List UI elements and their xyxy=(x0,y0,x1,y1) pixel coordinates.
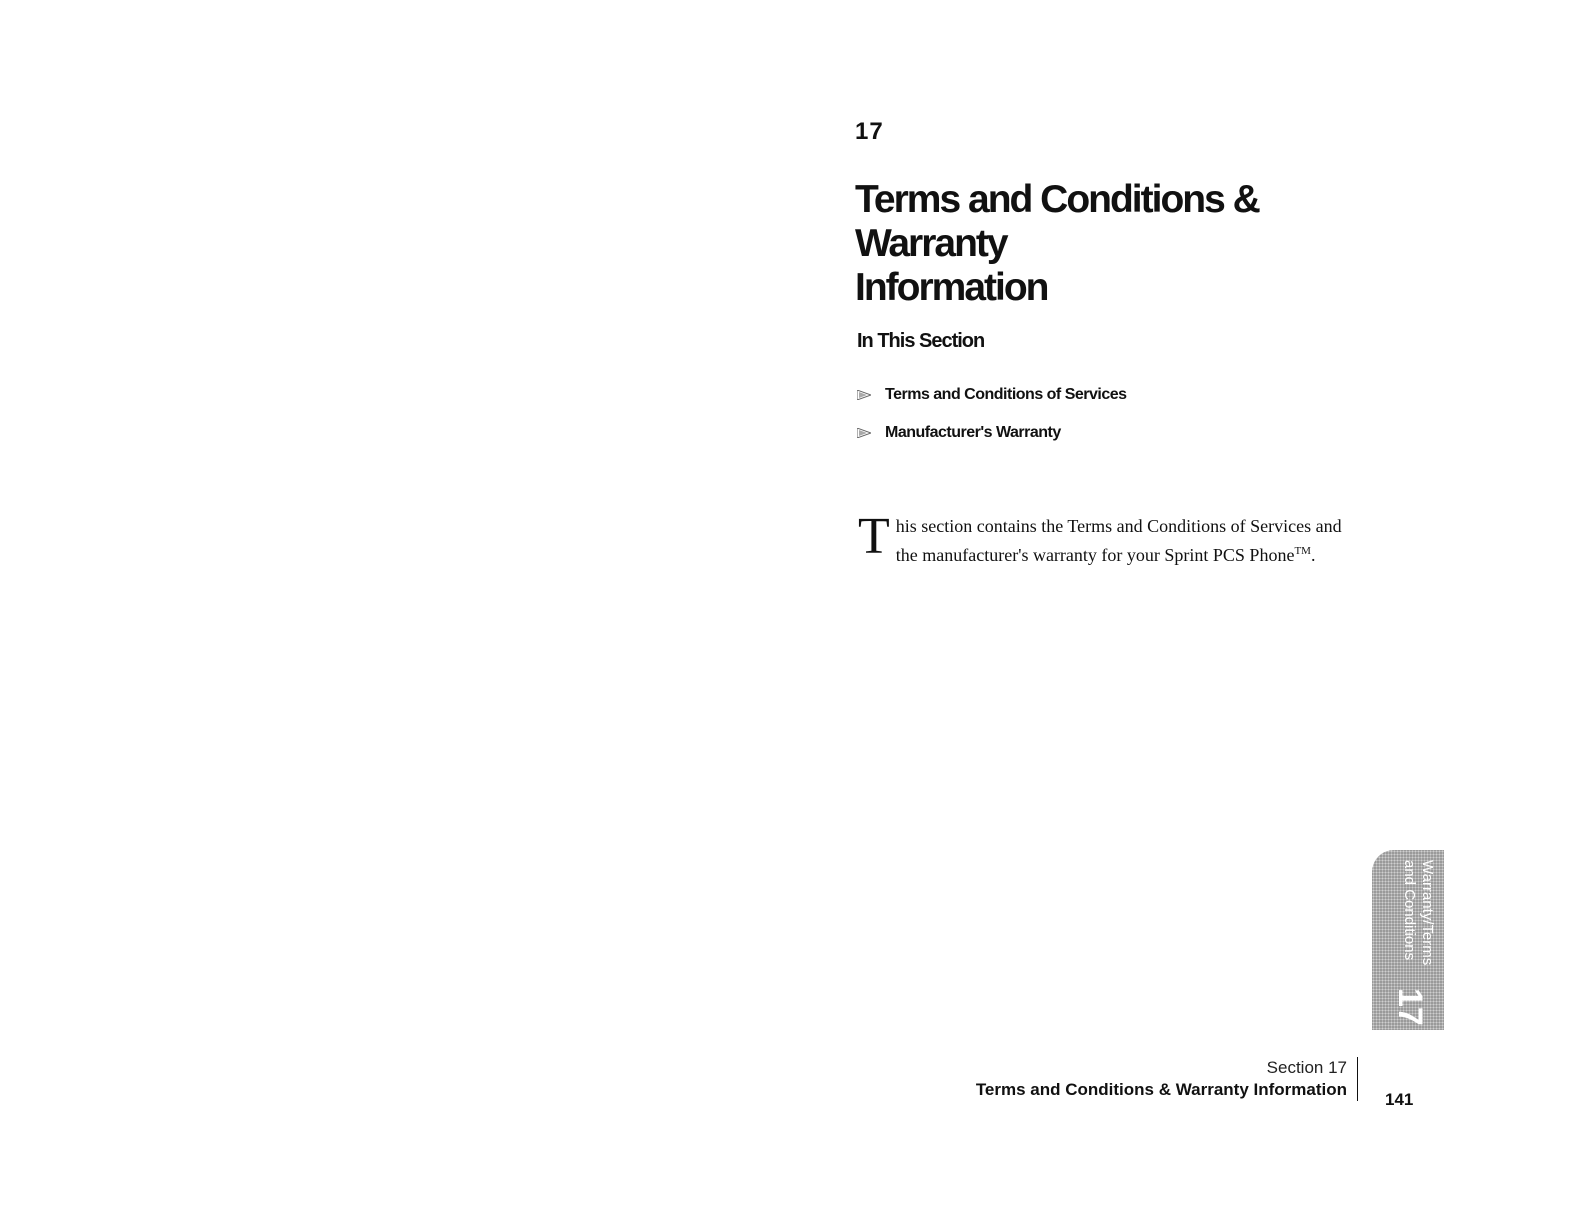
side-tab-label xyxy=(1376,860,1436,990)
intro-paragraph xyxy=(858,508,1358,568)
side-tab-number: 17 xyxy=(1391,988,1429,1026)
section-link-terms-and-conditions[interactable] xyxy=(857,376,1127,414)
chapter-side-tab[interactable] xyxy=(1372,850,1444,1030)
footer-title: Terms and Conditions & Warranty Information xyxy=(975,1080,1347,1099)
intro-end: . xyxy=(1310,545,1316,565)
in-this-section-heading: In This Section xyxy=(857,330,985,352)
intro-text xyxy=(896,512,1358,568)
footer-section-label: Section 17 xyxy=(1266,1058,1347,1077)
page-title-line-2: Information xyxy=(855,266,1048,309)
section-link-manufacturers-warranty[interactable] xyxy=(857,414,1127,452)
drop-cap: T xyxy=(858,508,890,565)
chapter-number: 17 xyxy=(855,118,884,145)
section-contents-list xyxy=(857,376,1127,452)
section-link-label: Manufacturer's Warranty xyxy=(885,424,1061,441)
arrow-bullet-icon xyxy=(857,390,871,400)
page-title xyxy=(855,178,1395,310)
section-link-label: Terms and Conditions of Services xyxy=(885,386,1127,403)
arrow-bullet-icon xyxy=(857,428,871,438)
page-title-line-1: Terms and Conditions & Warranty xyxy=(855,178,1259,265)
intro-body: his section contains the Terms and Conditions of Services and the manufacturer's warranty for your Sprint PCS Phone xyxy=(895,516,1342,565)
side-tab-line-1: Warranty/Terms xyxy=(1419,860,1436,966)
trademark-symbol: TM xyxy=(1294,545,1311,557)
page-number: 141 xyxy=(1385,1090,1414,1109)
side-tab-line-2: and Conditions xyxy=(1401,860,1418,961)
running-footer xyxy=(976,1057,1358,1101)
